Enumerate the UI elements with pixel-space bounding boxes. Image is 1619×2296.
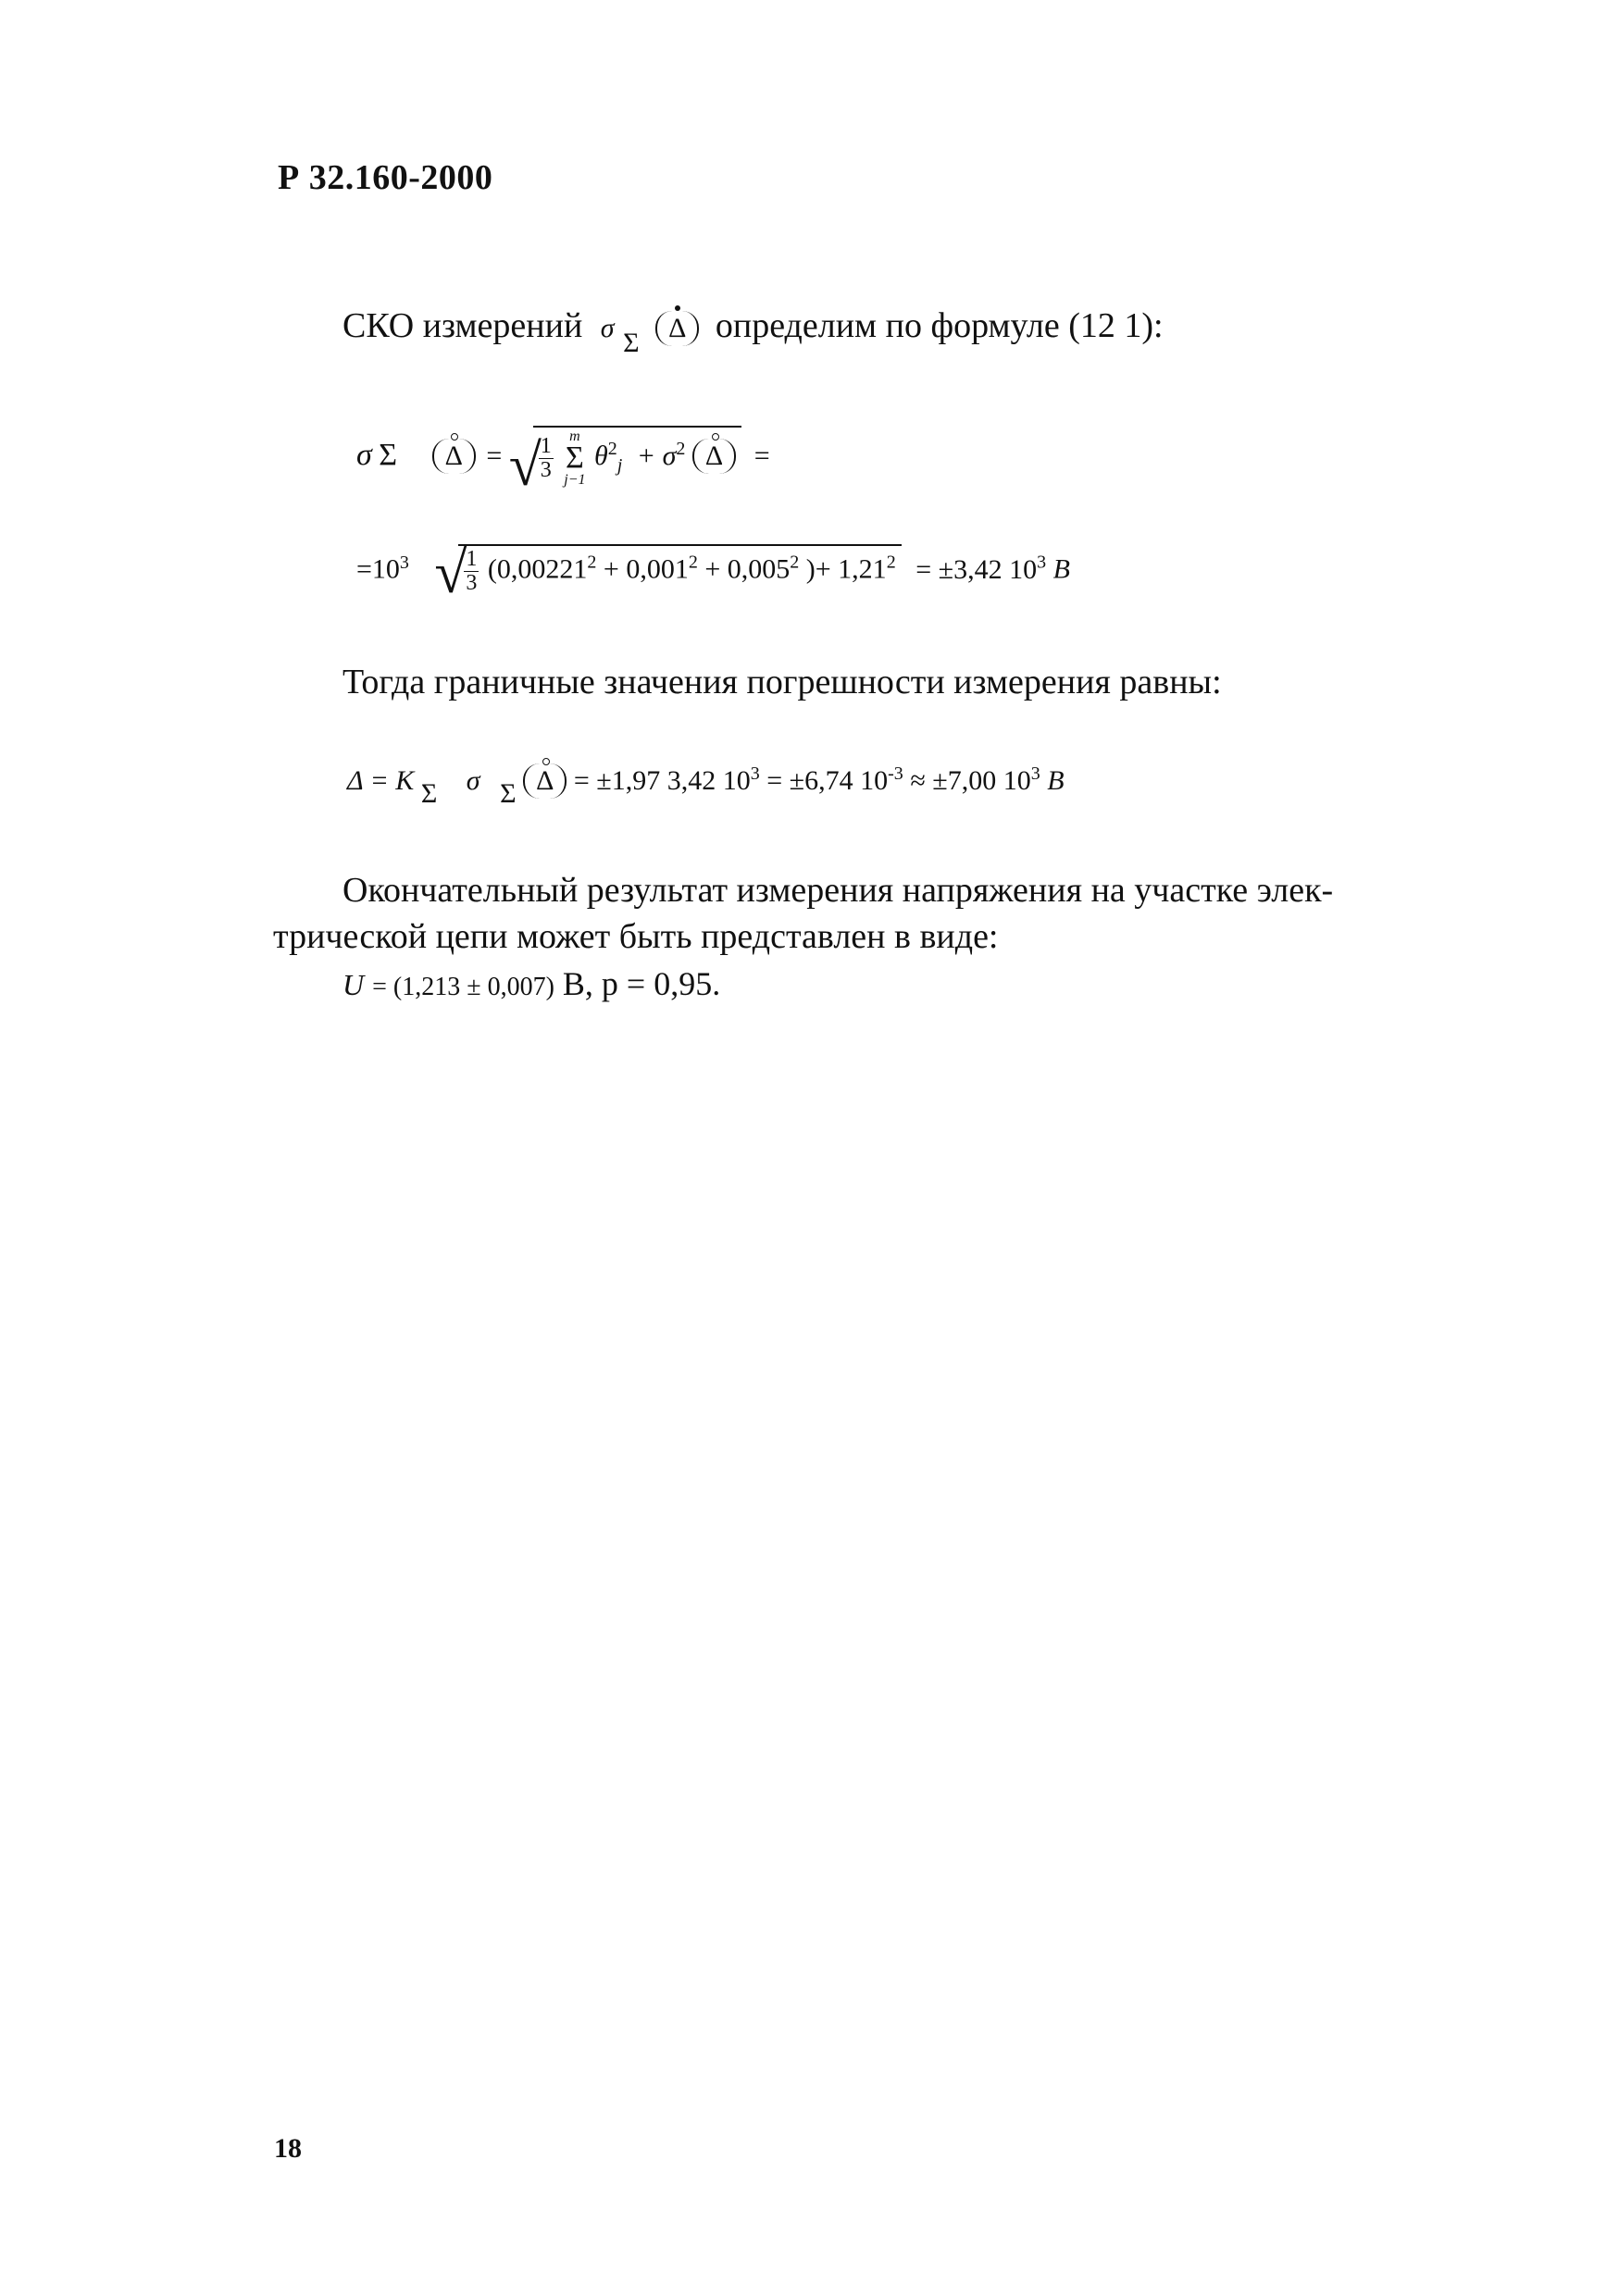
formula2-sq1: 2: [587, 552, 597, 573]
formula2-lead: =10: [356, 553, 400, 585]
formula1-tail-eq: =: [753, 441, 770, 472]
formula1-frac-den: 3: [540, 457, 552, 482]
formula1-lhs-sum: Σ: [379, 438, 398, 473]
formula1-sum-operator: [564, 429, 585, 488]
formula1-eq: =: [486, 441, 503, 472]
formula2-sq2: 2: [688, 552, 698, 573]
formula3-k-sub: Σ: [420, 778, 438, 809]
formula1-sqrt: [513, 426, 741, 488]
formula1-delta-group: [432, 439, 476, 474]
formula1-delta2: Δ: [704, 441, 724, 472]
formula2-fraction: [464, 548, 479, 595]
formula3-sum: Σ: [500, 778, 517, 809]
para1-delta: Δ: [668, 313, 687, 343]
formula2-frac-den: 3: [466, 571, 478, 596]
result-expression: = (1,213 ± 0,007): [372, 973, 554, 1001]
formula3-rhs3-sup: 3: [1030, 763, 1040, 784]
formula3-rhs2: = ±6,74 10: [766, 765, 889, 796]
paragraph-sko: [342, 305, 1164, 358]
formula2-unit: B: [1052, 553, 1070, 585]
result-u: U: [342, 968, 365, 1001]
formula3-rhs2-sup: -3: [888, 763, 903, 784]
formula2-sq3: 2: [790, 552, 800, 573]
formula1-sum-symbol: Σ: [566, 441, 584, 475]
formula1-delta2-group: [692, 439, 736, 474]
paragraph-final-line2: трической цепи может быть представлен в виде:: [273, 917, 999, 956]
formula1-frac-num: √ 1: [540, 433, 552, 458]
formula2-sqrt: [438, 544, 901, 595]
formula1-theta-sup: 2: [607, 439, 617, 460]
para1-text-before: СКО измерений: [342, 306, 583, 345]
document-code: Р 32.160-2000: [278, 158, 493, 197]
formula2-term3: + 0,005: [704, 553, 791, 585]
formula1-lhs-sigma: σ: [356, 438, 372, 473]
formula1-theta-sub: j: [616, 455, 623, 477]
formula3-delta: Δ: [536, 765, 554, 796]
formula-sigma-value: [356, 544, 1070, 595]
formula3-delta-k: Δ = K: [347, 765, 415, 796]
formula2-sq4: 2: [886, 552, 896, 573]
formula2-term4: )+ 1,21: [805, 553, 887, 585]
formula3-rhs1-sup: 3: [750, 763, 760, 784]
formula3-delta-group: [523, 763, 567, 799]
para1-delta-group: [655, 311, 699, 346]
para1-sum: Σ: [623, 328, 640, 358]
paragraph-final-line1: Окончательный результат измерения напряжения на участке элек-: [342, 871, 1334, 910]
final-result: [342, 964, 720, 1003]
formula2-result-sup: 3: [1037, 552, 1047, 573]
formula2-term1: (0,00221: [487, 553, 588, 585]
result-unit-probability: В, р = 0,95.: [554, 965, 721, 1002]
formula2-lead-sup: 3: [399, 552, 409, 573]
formula1-sum-top: m: [569, 428, 580, 444]
formula3-unit: B: [1047, 765, 1065, 796]
formula1-theta: θ: [594, 441, 608, 472]
paragraph-boundary-values: Тогда граничные значения погрешности измерения равны:: [342, 663, 1222, 701]
formula1-plus-sigma: + σ: [636, 441, 677, 472]
formula3-rhs3: ≈ ±7,00 10: [910, 765, 1031, 796]
formula-sigma-definition: [356, 426, 770, 488]
para1-text-after: определим по формуле (12 1):: [715, 306, 1164, 345]
formula1-sigma-sup: 2: [676, 439, 686, 460]
page-number: 18: [274, 2133, 302, 2164]
formula-boundary-error: [347, 763, 1065, 809]
formula2-term2: + 0,001: [603, 553, 689, 585]
formula3-rhs1: = ±1,97 3,42 10: [573, 765, 751, 796]
formula3-sigma: σ: [466, 765, 480, 796]
formula2-result: = ±3,42 10: [915, 553, 1038, 585]
formula1-sum-bottom: j−1: [564, 471, 586, 488]
para1-sigma: σ: [600, 313, 615, 343]
formula1-fraction: [539, 435, 554, 482]
formula1-delta: Δ: [444, 441, 463, 472]
formula2-frac-num: √ 1: [466, 547, 478, 571]
